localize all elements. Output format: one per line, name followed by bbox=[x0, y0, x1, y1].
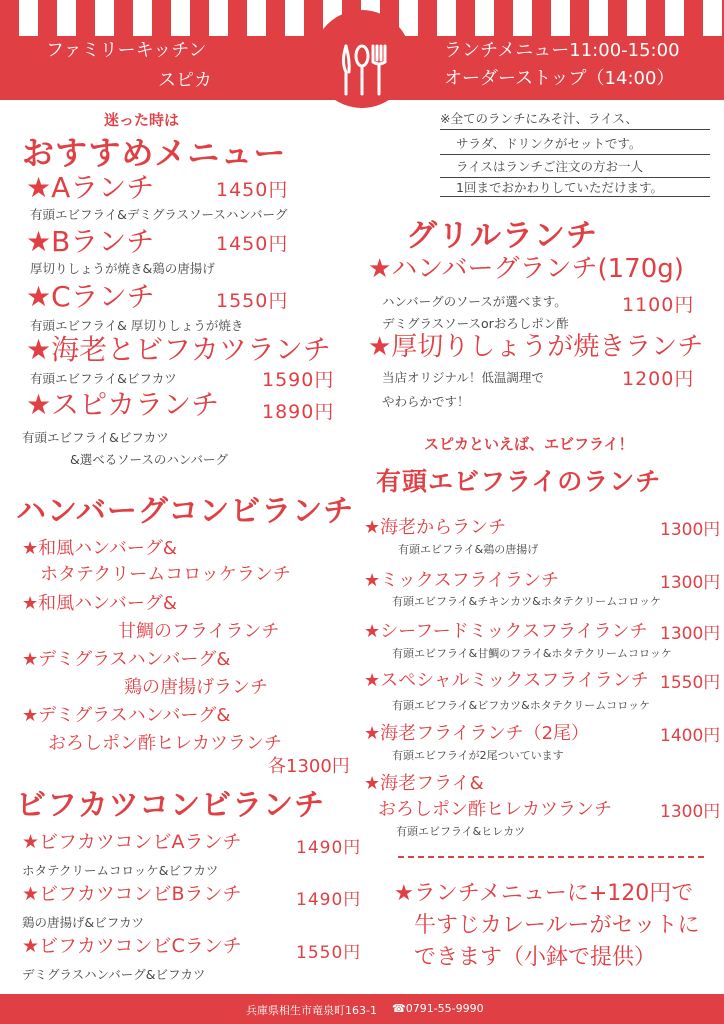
grill-title: グリルランチ bbox=[406, 218, 598, 254]
dashed-divider bbox=[398, 856, 704, 858]
menu-item-desc: 有頭エビフライ&ビフカツ bbox=[30, 371, 177, 386]
menu-item-name: ★ミックスフライランチ bbox=[364, 570, 560, 591]
menu-item-name: ★スペシャルミックスフライランチ bbox=[364, 670, 649, 691]
menu-item-price: 1490円 bbox=[296, 838, 362, 858]
menu-item-name: ★ビフカツコンビCランチ bbox=[22, 935, 242, 957]
curry-line: できます（小鉢で提供） bbox=[414, 945, 657, 970]
menu-item-name: ★海老からランチ bbox=[364, 517, 507, 538]
menu-item-desc: 当店オリジナル！低温調理で bbox=[382, 370, 544, 385]
recommend-title: おすすめメニュー bbox=[22, 134, 287, 172]
menu-item-desc: &選べるソースのハンバーグ bbox=[70, 452, 228, 467]
menu-item-price: 1300円 bbox=[660, 573, 721, 593]
set-note-line: ※全てのランチにみそ汁、ライス、 bbox=[440, 111, 638, 126]
hamburg-combo-title: ハンバーグコンビランチ bbox=[16, 494, 355, 529]
ebi-title: 有頭エビフライのランチ bbox=[376, 467, 662, 496]
menu-item-name: ★ビフカツコンビAランチ bbox=[22, 831, 242, 853]
footer-phone: ☎0791-55-9990 bbox=[392, 1002, 484, 1015]
menu-item-price: 1300円 bbox=[660, 624, 721, 644]
set-note-underline bbox=[440, 196, 710, 197]
set-note-line: ライスはランチご注文の方お一人 bbox=[456, 159, 644, 174]
set-note-line: サラダ、ドリンクがセットです。 bbox=[456, 136, 642, 151]
set-note-line: 1回までおかわりしていただけます。 bbox=[456, 180, 663, 195]
menu-item-desc: 有頭エビフライ&ヒレカツ bbox=[396, 825, 526, 838]
set-note-underline bbox=[440, 129, 710, 130]
menu-item-desc: 有頭エビフライ&ビフカツ bbox=[22, 430, 169, 445]
menu-item-name: ★海老フライランチ（2尾） bbox=[364, 723, 590, 744]
cutlery-badge bbox=[313, 10, 411, 108]
menu-item-desc: デミグラスソースorおろしポン酢 bbox=[382, 316, 569, 331]
combo-line: ★デミグラスハンバーグ& bbox=[22, 705, 231, 726]
combo-line: 甘鯛のフライランチ bbox=[118, 621, 280, 642]
ebi-lead: スピカといえば、エビフライ！ bbox=[424, 435, 634, 453]
menu-item-desc: ハンバーグのソースが選べます。 bbox=[382, 294, 567, 309]
menu-item-name: ★シーフードミックスフライランチ bbox=[364, 621, 648, 642]
menu-item-name: ★厚切りしょうが焼きランチ bbox=[368, 332, 704, 362]
bifkatsu-combo-title: ビフカツコンビランチ bbox=[16, 788, 326, 823]
menu-item-desc: 有頭エビフライ&デミグラスソースハンバーグ bbox=[30, 207, 288, 222]
menu-item-price: 1490円 bbox=[296, 890, 362, 910]
menu-item-price: 1590円 bbox=[262, 369, 335, 391]
menu-item-name: ★海老フライ& bbox=[364, 773, 484, 794]
combo-line: おろしポン酢ヒレカツランチ bbox=[48, 733, 282, 754]
menu-item-price: 1550円 bbox=[660, 673, 721, 693]
cutlery-icon bbox=[313, 10, 411, 108]
combo-line: ★デミグラスハンバーグ& bbox=[22, 649, 231, 670]
footer-bar bbox=[0, 994, 724, 1024]
menu-item-desc: 有頭エビフライが2尾ついています bbox=[392, 749, 564, 762]
menu-item-name: ★Cランチ bbox=[26, 280, 155, 313]
menu-item-price: 1200円 bbox=[622, 368, 695, 390]
menu-item-desc: 有頭エビフライ&鶏の唐揚げ bbox=[398, 543, 539, 556]
menu-item-name: ★ハンバーグランチ(170g) bbox=[368, 254, 684, 284]
menu-item-price: 1300円 bbox=[660, 520, 721, 540]
combo-line: ホタテクリームコロッケランチ bbox=[40, 564, 291, 585]
menu-item-name: おろしポン酢ヒレカツランチ bbox=[378, 799, 612, 820]
menu-item-desc: 有頭エビフライ& 厚切りしょうが焼き bbox=[30, 318, 244, 333]
menu-item-desc: 有頭エビフライ&ビフカツ&ホタテクリームコロッケ bbox=[392, 699, 651, 712]
menu-item-desc: ホタテクリームコロッケ&ビフカツ bbox=[22, 863, 219, 878]
set-note-underline bbox=[440, 154, 710, 155]
menu-item-name: ★Bランチ bbox=[26, 225, 155, 258]
last-order: オーダーストップ（14:00） bbox=[444, 68, 675, 89]
menu-item-price: 1300円 bbox=[660, 802, 721, 822]
shop-name-line2: スピカ bbox=[158, 70, 212, 91]
curry-line: 牛すじカレールーがセットに bbox=[414, 913, 700, 938]
menu-item-price: 1100円 bbox=[622, 294, 695, 316]
menu-item-name: ★ビフカツコンビBランチ bbox=[22, 883, 242, 905]
lunch-hours: ランチメニュー11:00-15:00 bbox=[444, 40, 680, 61]
curry-line: ★ランチメニューに+120円で bbox=[394, 881, 694, 906]
menu-item-desc: 有頭エビフライ&甘鯛のフライ&ホタテクリームコロッケ bbox=[392, 647, 672, 660]
recommend-lead: 迷った時は bbox=[104, 111, 180, 129]
combo-line: ★和風ハンバーグ& bbox=[22, 538, 177, 559]
shop-name-line1: ファミリーキッチン bbox=[46, 40, 207, 61]
menu-item-price: 1450円 bbox=[216, 233, 289, 255]
menu-item-desc: 鶏の唐揚げ&ビフカツ bbox=[22, 915, 145, 930]
footer-address: 兵庫県相生市竜泉町163-1 bbox=[246, 1004, 377, 1017]
menu-item-name: ★海老とビフカツランチ bbox=[26, 333, 331, 366]
menu-item-price: 1400円 bbox=[660, 726, 721, 746]
combo-price: 各1300円 bbox=[268, 756, 350, 777]
menu-item-desc: デミグラスハンバーグ&ビフカツ bbox=[22, 967, 206, 982]
menu-item-desc: 有頭エビフライ&チキンカツ&ホタテクリームコロッケ bbox=[392, 595, 662, 608]
menu-item-name: ★スピカランチ bbox=[26, 388, 220, 421]
menu-item-desc: 厚切りしょうが焼き&鶏の唐揚げ bbox=[30, 261, 215, 276]
combo-line: 鶏の唐揚げランチ bbox=[124, 677, 268, 698]
menu-item-name: ★Aランチ bbox=[26, 171, 155, 204]
menu-item-price: 1550円 bbox=[296, 943, 362, 963]
menu-item-price: 1550円 bbox=[216, 290, 289, 312]
combo-line: ★和風ハンバーグ& bbox=[22, 593, 177, 614]
menu-item-price: 1450円 bbox=[216, 179, 289, 201]
menu-item-desc: やわらかです！ bbox=[382, 394, 470, 409]
menu-item-price: 1890円 bbox=[262, 401, 335, 423]
